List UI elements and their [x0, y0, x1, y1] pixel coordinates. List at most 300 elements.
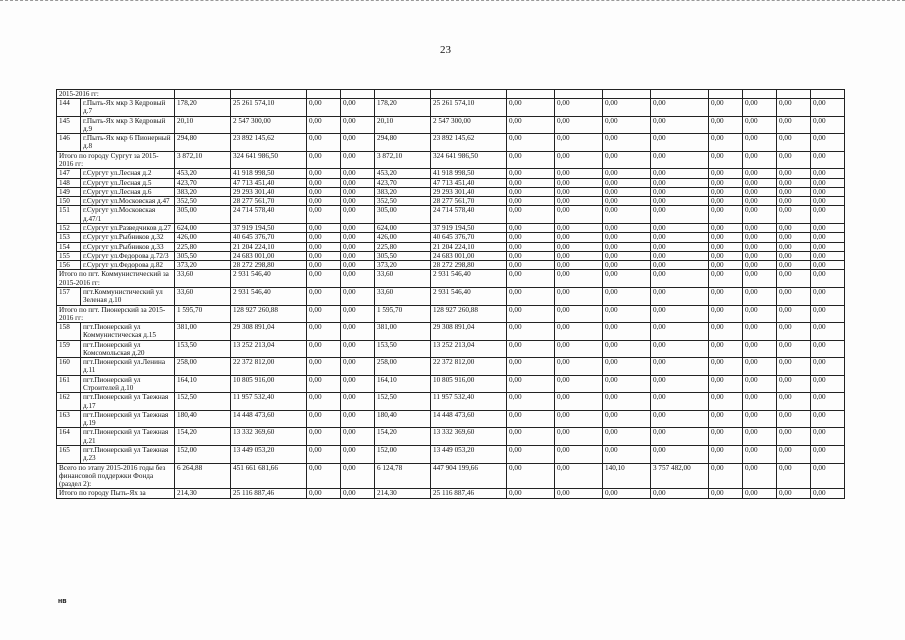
value-cell: 0,00: [777, 489, 811, 498]
value-cell: 28 277 561,70: [231, 197, 307, 206]
value-cell: 180,40: [175, 410, 231, 428]
value-cell: 0,00: [507, 428, 555, 446]
value-cell: 0,00: [651, 340, 709, 358]
value-cell: 140,10: [603, 463, 651, 489]
value-cell: 0,00: [507, 197, 555, 206]
value-cell: 0,00: [603, 223, 651, 232]
value-cell: 0,00: [743, 242, 777, 251]
value-cell: 0,00: [811, 178, 845, 187]
row-number: 157: [57, 287, 81, 305]
value-cell: 0,00: [507, 358, 555, 376]
value-cell: 2 931 546,40: [431, 270, 507, 288]
value-cell: 0,00: [777, 223, 811, 232]
value-cell: 258,00: [175, 358, 231, 376]
value-cell: 6 264,88: [175, 463, 231, 489]
row-number: 144: [57, 99, 81, 117]
value-cell: 178,20: [375, 99, 431, 117]
row-number: 149: [57, 187, 81, 196]
total-row: [57, 305, 845, 323]
value-cell: 0,00: [507, 187, 555, 196]
table-row: [57, 99, 845, 117]
scan-edge: [0, 0, 905, 5]
table-row: [57, 261, 845, 270]
value-cell: 0,00: [341, 323, 375, 341]
address-cell: пгт.Коммунистический ул Зеленая д.10: [81, 287, 175, 305]
value-cell: 0,00: [811, 489, 845, 498]
value-cell: 0,00: [709, 169, 743, 178]
total-label: Итого по городу Пыть-Ях за: [57, 489, 175, 498]
value-cell: 0,00: [709, 187, 743, 196]
value-cell: 0,00: [555, 116, 603, 134]
address-cell: пгт.Пионерский ул Таежная д.23: [81, 446, 175, 464]
value-cell: 0,00: [507, 242, 555, 251]
value-cell: 0,00: [603, 206, 651, 224]
value-cell: 0,00: [603, 261, 651, 270]
value-cell: 0,00: [555, 489, 603, 498]
total-label: Всего по этапу 2015-2016 годы без финансовой поддержки Фонда (раздел 2):: [57, 463, 175, 489]
value-cell: 0,00: [555, 410, 603, 428]
value-cell: 0,00: [555, 233, 603, 242]
value-cell: 0,00: [811, 463, 845, 489]
value-cell: 3 872,10: [175, 151, 231, 169]
table-row: [57, 446, 845, 464]
table-row: [57, 169, 845, 178]
value-cell: 23 892 145,62: [231, 134, 307, 152]
value-cell: 128 927 260,88: [231, 305, 307, 323]
value-cell: 0,00: [709, 393, 743, 411]
value-cell: 0,00: [555, 446, 603, 464]
value-cell: 423,70: [375, 178, 431, 187]
value-cell: 0,00: [709, 223, 743, 232]
value-cell: 0,00: [743, 99, 777, 117]
value-cell: 164,10: [175, 375, 231, 393]
value-cell: 0,00: [709, 197, 743, 206]
value-cell: 0,00: [651, 206, 709, 224]
value-cell: 0,00: [811, 187, 845, 196]
value-cell: 2 547 300,00: [431, 116, 507, 134]
value-cell: 0,00: [811, 393, 845, 411]
section-header: 2015-2016 гг:: [57, 90, 175, 99]
row-number: 146: [57, 134, 81, 152]
value-cell: 13 332 369,60: [431, 428, 507, 446]
value-cell: 25 261 574,10: [431, 99, 507, 117]
value-cell: 0,00: [651, 428, 709, 446]
value-cell: 451 661 681,66: [231, 463, 307, 489]
value-cell: 0,00: [777, 287, 811, 305]
value-cell: 2 931 546,40: [231, 270, 307, 288]
value-cell: 0,00: [603, 428, 651, 446]
address-cell: пгт.Пионерский ул Коммунистическая д.15: [81, 323, 175, 341]
table-row: [57, 251, 845, 260]
value-cell: 0,00: [307, 489, 341, 498]
value-cell: 0,00: [555, 169, 603, 178]
value-cell: 0,00: [743, 178, 777, 187]
value-cell: 0,00: [651, 358, 709, 376]
value-cell: 22 372 812,00: [231, 358, 307, 376]
value-cell: 0,00: [777, 261, 811, 270]
value-cell: 0,00: [307, 287, 341, 305]
value-cell: 0,00: [743, 287, 777, 305]
value-cell: 0,00: [603, 233, 651, 242]
value-cell: 0,00: [709, 446, 743, 464]
value-cell: 0,00: [743, 489, 777, 498]
value-cell: 0,00: [341, 223, 375, 232]
value-cell: 0,00: [651, 223, 709, 232]
address-cell: г.Пыть-Ях мкр 3 Кедровый д.9: [81, 116, 175, 134]
value-cell: 0,00: [743, 169, 777, 178]
value-cell: 0,00: [709, 323, 743, 341]
table-row: [57, 358, 845, 376]
value-cell: 0,00: [603, 116, 651, 134]
value-cell: 0,00: [651, 270, 709, 288]
row-number: 163: [57, 410, 81, 428]
table-row: [57, 134, 845, 152]
value-cell: 154,20: [375, 428, 431, 446]
address-cell: г.Сургут ул.Федорова д.72/3: [81, 251, 175, 260]
value-cell: 214,30: [375, 489, 431, 498]
value-cell: 0,00: [811, 340, 845, 358]
table-row: [57, 287, 845, 305]
value-cell: 0,00: [651, 305, 709, 323]
value-cell: 21 204 224,10: [231, 242, 307, 251]
value-cell: 23 892 145,62: [431, 134, 507, 152]
value-cell: 37 919 194,50: [231, 223, 307, 232]
value-cell: 423,70: [175, 178, 231, 187]
value-cell: 0,00: [651, 489, 709, 498]
table-row: [57, 187, 845, 196]
value-cell: 0,00: [811, 375, 845, 393]
value-cell: 0,00: [603, 305, 651, 323]
value-cell: 305,50: [375, 251, 431, 260]
value-cell: 13 449 053,20: [231, 446, 307, 464]
value-cell: 10 805 916,00: [431, 375, 507, 393]
value-cell: 28 277 561,70: [431, 197, 507, 206]
value-cell: 0,00: [555, 323, 603, 341]
value-cell: 0,00: [709, 99, 743, 117]
value-cell: 0,00: [651, 169, 709, 178]
value-cell: 0,00: [603, 169, 651, 178]
value-cell: 305,50: [175, 251, 231, 260]
value-cell: 0,00: [507, 169, 555, 178]
value-cell: 0,00: [811, 223, 845, 232]
buildings-table: [56, 89, 845, 499]
value-cell: 381,00: [375, 323, 431, 341]
value-cell: 0,00: [341, 287, 375, 305]
value-cell: 0,00: [651, 261, 709, 270]
value-cell: 25 116 887,46: [231, 489, 307, 498]
value-cell: 0,00: [811, 116, 845, 134]
address-cell: г.Сургут ул.Московская д.47: [81, 197, 175, 206]
value-cell: 0,00: [341, 410, 375, 428]
value-cell: 0,00: [811, 287, 845, 305]
value-cell: 20,10: [375, 116, 431, 134]
value-cell: 214,30: [175, 489, 231, 498]
page-number: 23: [440, 44, 451, 56]
row-number: 151: [57, 206, 81, 224]
table-row: [57, 242, 845, 251]
value-cell: 152,00: [375, 446, 431, 464]
value-cell: 178,20: [175, 99, 231, 117]
value-cell: 24 683 001,00: [231, 251, 307, 260]
address-cell: г.Пыть-Ях мкр 6 Пионерный д.8: [81, 134, 175, 152]
value-cell: 352,50: [175, 197, 231, 206]
value-cell: 0,00: [777, 99, 811, 117]
value-cell: 0,00: [743, 251, 777, 260]
value-cell: 0,00: [777, 463, 811, 489]
value-cell: 0,00: [341, 99, 375, 117]
value-cell: 28 272 298,80: [231, 261, 307, 270]
total-row: [57, 489, 845, 498]
address-cell: пгт.Пионерский ул.Ленина д.11: [81, 358, 175, 376]
value-cell: 0,00: [743, 375, 777, 393]
value-cell: 0,00: [777, 358, 811, 376]
value-cell: 0,00: [603, 242, 651, 251]
value-cell: 0,00: [777, 375, 811, 393]
value-cell: 0,00: [555, 358, 603, 376]
value-cell: 0,00: [603, 187, 651, 196]
value-cell: 0,00: [651, 393, 709, 411]
row-number: 159: [57, 340, 81, 358]
value-cell: 0,00: [341, 305, 375, 323]
value-cell: 0,00: [811, 446, 845, 464]
value-cell: 225,80: [375, 242, 431, 251]
value-cell: 0,00: [307, 116, 341, 134]
row-number: 155: [57, 251, 81, 260]
table-row: [57, 206, 845, 224]
value-cell: 0,00: [555, 428, 603, 446]
address-cell: г.Сургут ул.Лесная д.5: [81, 178, 175, 187]
row-number: 162: [57, 393, 81, 411]
value-cell: 13 332 369,60: [231, 428, 307, 446]
value-cell: 0,00: [777, 233, 811, 242]
value-cell: 225,80: [175, 242, 231, 251]
row-number: 150: [57, 197, 81, 206]
total-row: [57, 151, 845, 169]
value-cell: 0,00: [555, 99, 603, 117]
value-cell: 0,00: [811, 233, 845, 242]
value-cell: 0,00: [777, 323, 811, 341]
value-cell: 0,00: [507, 116, 555, 134]
value-cell: 21 204 224,10: [431, 242, 507, 251]
table-row: [57, 197, 845, 206]
value-cell: 0,00: [743, 223, 777, 232]
value-cell: 0,00: [341, 116, 375, 134]
value-cell: 0,00: [777, 134, 811, 152]
value-cell: 3 872,10: [375, 151, 431, 169]
value-cell: 0,00: [603, 489, 651, 498]
value-cell: 0,00: [777, 428, 811, 446]
value-cell: 0,00: [307, 340, 341, 358]
value-cell: 453,20: [175, 169, 231, 178]
value-cell: 0,00: [651, 99, 709, 117]
value-cell: 0,00: [777, 116, 811, 134]
value-cell: 0,00: [777, 151, 811, 169]
value-cell: 0,00: [507, 305, 555, 323]
value-cell: 0,00: [555, 287, 603, 305]
value-cell: 447 904 199,66: [431, 463, 507, 489]
value-cell: 0,00: [555, 242, 603, 251]
value-cell: 294,80: [375, 134, 431, 152]
value-cell: 0,00: [603, 287, 651, 305]
value-cell: 0,00: [507, 446, 555, 464]
value-cell: 11 957 532,40: [231, 393, 307, 411]
value-cell: 0,00: [743, 187, 777, 196]
value-cell: 0,00: [651, 410, 709, 428]
value-cell: 33,60: [375, 270, 431, 288]
table-row: [57, 375, 845, 393]
value-cell: 0,00: [777, 178, 811, 187]
value-cell: 0,00: [507, 178, 555, 187]
value-cell: 0,00: [603, 270, 651, 288]
total-row: [57, 463, 845, 489]
value-cell: 0,00: [507, 340, 555, 358]
value-cell: 0,00: [341, 134, 375, 152]
value-cell: 0,00: [811, 169, 845, 178]
value-cell: 0,00: [777, 340, 811, 358]
value-cell: 373,20: [175, 261, 231, 270]
value-cell: 0,00: [507, 223, 555, 232]
value-cell: 0,00: [507, 134, 555, 152]
value-cell: 0,00: [811, 261, 845, 270]
value-cell: 0,00: [709, 261, 743, 270]
value-cell: 0,00: [651, 251, 709, 260]
value-cell: 24 714 578,40: [231, 206, 307, 224]
value-cell: 0,00: [341, 393, 375, 411]
value-cell: 0,00: [341, 251, 375, 260]
value-cell: 13 449 053,20: [431, 446, 507, 464]
value-cell: 40 645 376,70: [431, 233, 507, 242]
table-row: [57, 323, 845, 341]
value-cell: 0,00: [777, 197, 811, 206]
value-cell: 0,00: [555, 178, 603, 187]
total-label: Итого по городу Сургут за 2015-2016 гг:: [57, 151, 175, 169]
value-cell: 0,00: [603, 375, 651, 393]
value-cell: 0,00: [555, 393, 603, 411]
value-cell: 41 918 998,50: [431, 169, 507, 178]
value-cell: 24 683 001,00: [431, 251, 507, 260]
address-cell: г.Сургут ул.Федорова д.82: [81, 261, 175, 270]
address-cell: пгт.Пионерский ул Таежная д.17: [81, 393, 175, 411]
row-number: 165: [57, 446, 81, 464]
value-cell: 0,00: [743, 410, 777, 428]
address-cell: г.Сургут ул.Рыбников д.33: [81, 242, 175, 251]
value-cell: 0,00: [603, 99, 651, 117]
value-cell: 180,40: [375, 410, 431, 428]
value-cell: 0,00: [709, 206, 743, 224]
value-cell: 2 547 300,00: [231, 116, 307, 134]
value-cell: 0,00: [307, 251, 341, 260]
value-cell: 0,00: [507, 233, 555, 242]
table-row: [57, 223, 845, 232]
table-row: [57, 393, 845, 411]
value-cell: 0,00: [507, 206, 555, 224]
value-cell: 0,00: [743, 270, 777, 288]
value-cell: 0,00: [507, 375, 555, 393]
value-cell: 0,00: [603, 410, 651, 428]
value-cell: 0,00: [709, 410, 743, 428]
value-cell: 33,60: [375, 287, 431, 305]
value-cell: 11 957 532,40: [431, 393, 507, 411]
row-number: 152: [57, 223, 81, 232]
value-cell: 0,00: [811, 99, 845, 117]
value-cell: 0,00: [555, 206, 603, 224]
value-cell: 381,00: [175, 323, 231, 341]
value-cell: 0,00: [307, 261, 341, 270]
value-cell: 0,00: [603, 393, 651, 411]
value-cell: 0,00: [341, 151, 375, 169]
value-cell: 0,00: [743, 393, 777, 411]
value-cell: 0,00: [811, 323, 845, 341]
value-cell: 0,00: [811, 270, 845, 288]
row-number: 158: [57, 323, 81, 341]
value-cell: 0,00: [811, 305, 845, 323]
value-cell: 152,00: [175, 446, 231, 464]
footer-mark: нв: [58, 598, 67, 605]
value-cell: 0,00: [307, 375, 341, 393]
value-cell: 0,00: [743, 206, 777, 224]
value-cell: 0,00: [341, 428, 375, 446]
value-cell: 0,00: [811, 428, 845, 446]
value-cell: 0,00: [603, 197, 651, 206]
address-cell: г.Сургут ул.Московская д.47/1: [81, 206, 175, 224]
value-cell: 25 261 574,10: [231, 99, 307, 117]
value-cell: 0,00: [709, 463, 743, 489]
value-cell: 0,00: [709, 251, 743, 260]
value-cell: 0,00: [709, 428, 743, 446]
value-cell: 0,00: [307, 197, 341, 206]
value-cell: 426,00: [175, 233, 231, 242]
value-cell: 0,00: [709, 233, 743, 242]
value-cell: 153,50: [175, 340, 231, 358]
value-cell: 0,00: [341, 375, 375, 393]
value-cell: 1 595,70: [375, 305, 431, 323]
value-cell: 153,50: [375, 340, 431, 358]
value-cell: 0,00: [555, 151, 603, 169]
value-cell: 0,00: [307, 463, 341, 489]
value-cell: 33,60: [175, 270, 231, 288]
value-cell: 0,00: [555, 463, 603, 489]
value-cell: 0,00: [307, 169, 341, 178]
row-number: 148: [57, 178, 81, 187]
value-cell: 41 918 998,50: [231, 169, 307, 178]
value-cell: 0,00: [603, 446, 651, 464]
value-cell: 0,00: [555, 340, 603, 358]
value-cell: 0,00: [651, 187, 709, 196]
value-cell: 0,00: [555, 375, 603, 393]
address-cell: г.Сургут ул.Разведчиков д.27: [81, 223, 175, 232]
value-cell: 0,00: [307, 305, 341, 323]
value-cell: 152,50: [375, 393, 431, 411]
value-cell: 10 805 916,00: [231, 375, 307, 393]
value-cell: 0,00: [507, 99, 555, 117]
value-cell: 0,00: [603, 251, 651, 260]
value-cell: 13 252 213,04: [431, 340, 507, 358]
value-cell: 6 124,78: [375, 463, 431, 489]
value-cell: 40 645 376,70: [231, 233, 307, 242]
value-cell: 0,00: [555, 251, 603, 260]
value-cell: 0,00: [743, 323, 777, 341]
value-cell: 0,00: [603, 340, 651, 358]
table-row: [57, 233, 845, 242]
table-row: [57, 410, 845, 428]
value-cell: 258,00: [375, 358, 431, 376]
value-cell: 29 308 891,04: [431, 323, 507, 341]
address-cell: пгт.Пионерский ул Строителей д.10: [81, 375, 175, 393]
value-cell: 0,00: [341, 463, 375, 489]
value-cell: 426,00: [375, 233, 431, 242]
value-cell: 14 448 473,60: [431, 410, 507, 428]
value-cell: 37 919 194,50: [431, 223, 507, 232]
